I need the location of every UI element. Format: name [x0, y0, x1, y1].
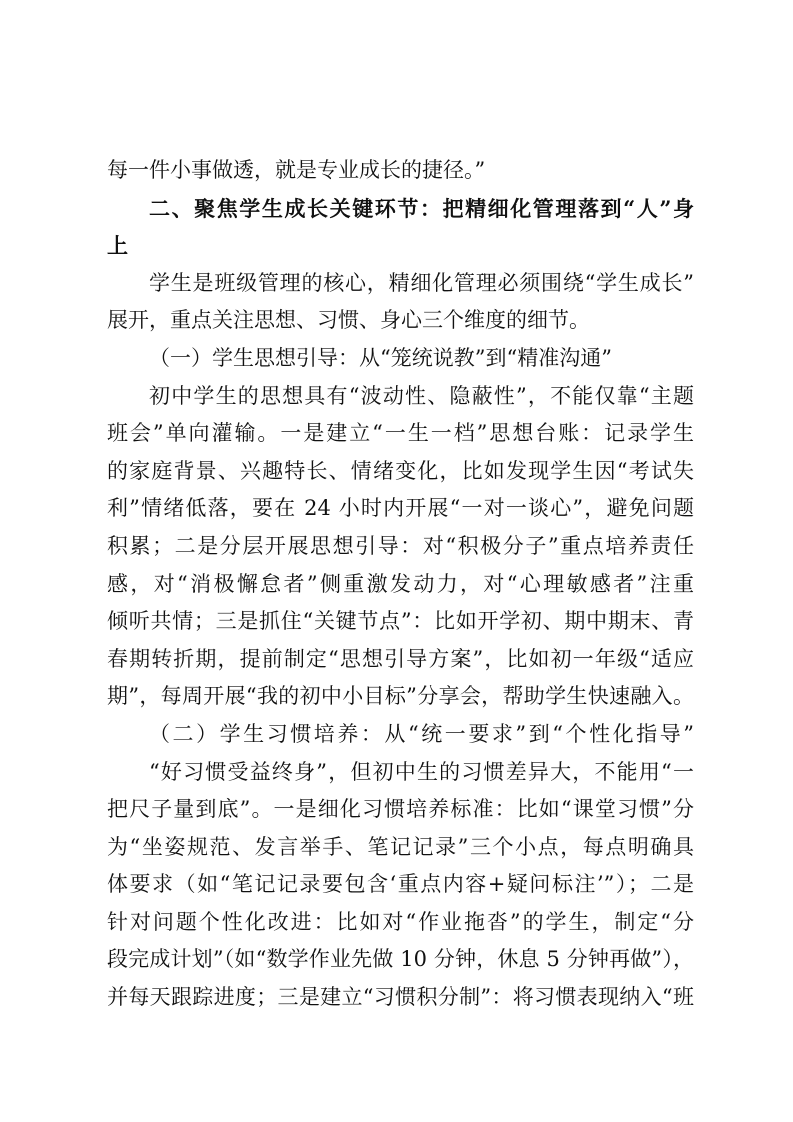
paragraph-line: 段完成计划”（如“数学作业先做 10 分钟，休息 5 分钟再做”），: [107, 947, 694, 972]
paragraph-line: 春期转折期，提前制定“思想引导方案”，比如初一年级“适应: [107, 646, 694, 671]
paragraph-line: 积累；二是分层开展思想引导：对“积极分子”重点培养责任: [107, 533, 694, 558]
document-body: [107, 152, 694, 1017]
section-heading-line: 二、聚焦学生成长关键环节：把精细化管理落到“人”身: [149, 195, 694, 221]
paragraph-line: 倾听共情；三是抓住“关键节点”：比如开学初、期中期末、青: [107, 609, 694, 634]
paragraph-line: 的家庭背景、兴趣特长、情绪变化，比如发现学生因“考试失: [107, 458, 694, 483]
paragraph-line: 学生是班级管理的核心，精细化管理必须围绕“学生成长”: [149, 270, 694, 295]
paragraph-line: 班会”单向灌输。一是建立“一生一档”思想台账：记录学生: [107, 421, 694, 446]
subsection-heading-line: （一）学生思想引导：从“笼统说教”到“精准沟通”: [149, 345, 612, 370]
paragraph-line: 展开，重点关注思想、习惯、身心三个维度的细节。: [107, 308, 590, 333]
paragraph-line: 感，对“消极懈怠者”侧重激发动力，对“心理敏感者”注重: [107, 571, 694, 596]
paragraph-line: 为“坐姿规范、发言举手、笔记记录”三个小点，每点明确具: [107, 834, 694, 859]
subsection-heading-line: （二）学生习惯培养：从“统一要求”到“个性化指导”: [149, 721, 694, 746]
paragraph-line: 期”，每周开展“我的初中小目标”分享会，帮助学生快速融入。: [107, 684, 694, 709]
paragraph-line: 并每天跟踪进度；三是建立“习惯积分制”：将习惯表现纳入“班: [107, 985, 694, 1010]
paragraph-line: 体要求（如“笔记记录要包含‘重点内容+疑问标注’”）；二是: [107, 872, 694, 897]
section-heading-line: 上: [107, 233, 128, 259]
paragraph-line: 每一件小事做透，就是专业成长的捷径。”: [107, 158, 486, 182]
paragraph-line: 把尺子量到底”。一是细化习惯培养标准：比如“课堂习惯”分: [107, 797, 694, 822]
paragraph-line: 初中学生的思想具有“波动性、隐蔽性”，不能仅靠“主题: [149, 383, 694, 408]
paragraph-line: 利”情绪低落，要在 24 小时内开展“一对一谈心”，避免问题: [107, 496, 694, 521]
paragraph-line: “好习惯受益终身”，但初中生的习惯差异大，不能用“一: [149, 759, 694, 784]
paragraph-line: 针对问题个性化改进：比如对“作业拖沓”的学生，制定“分: [107, 909, 694, 934]
